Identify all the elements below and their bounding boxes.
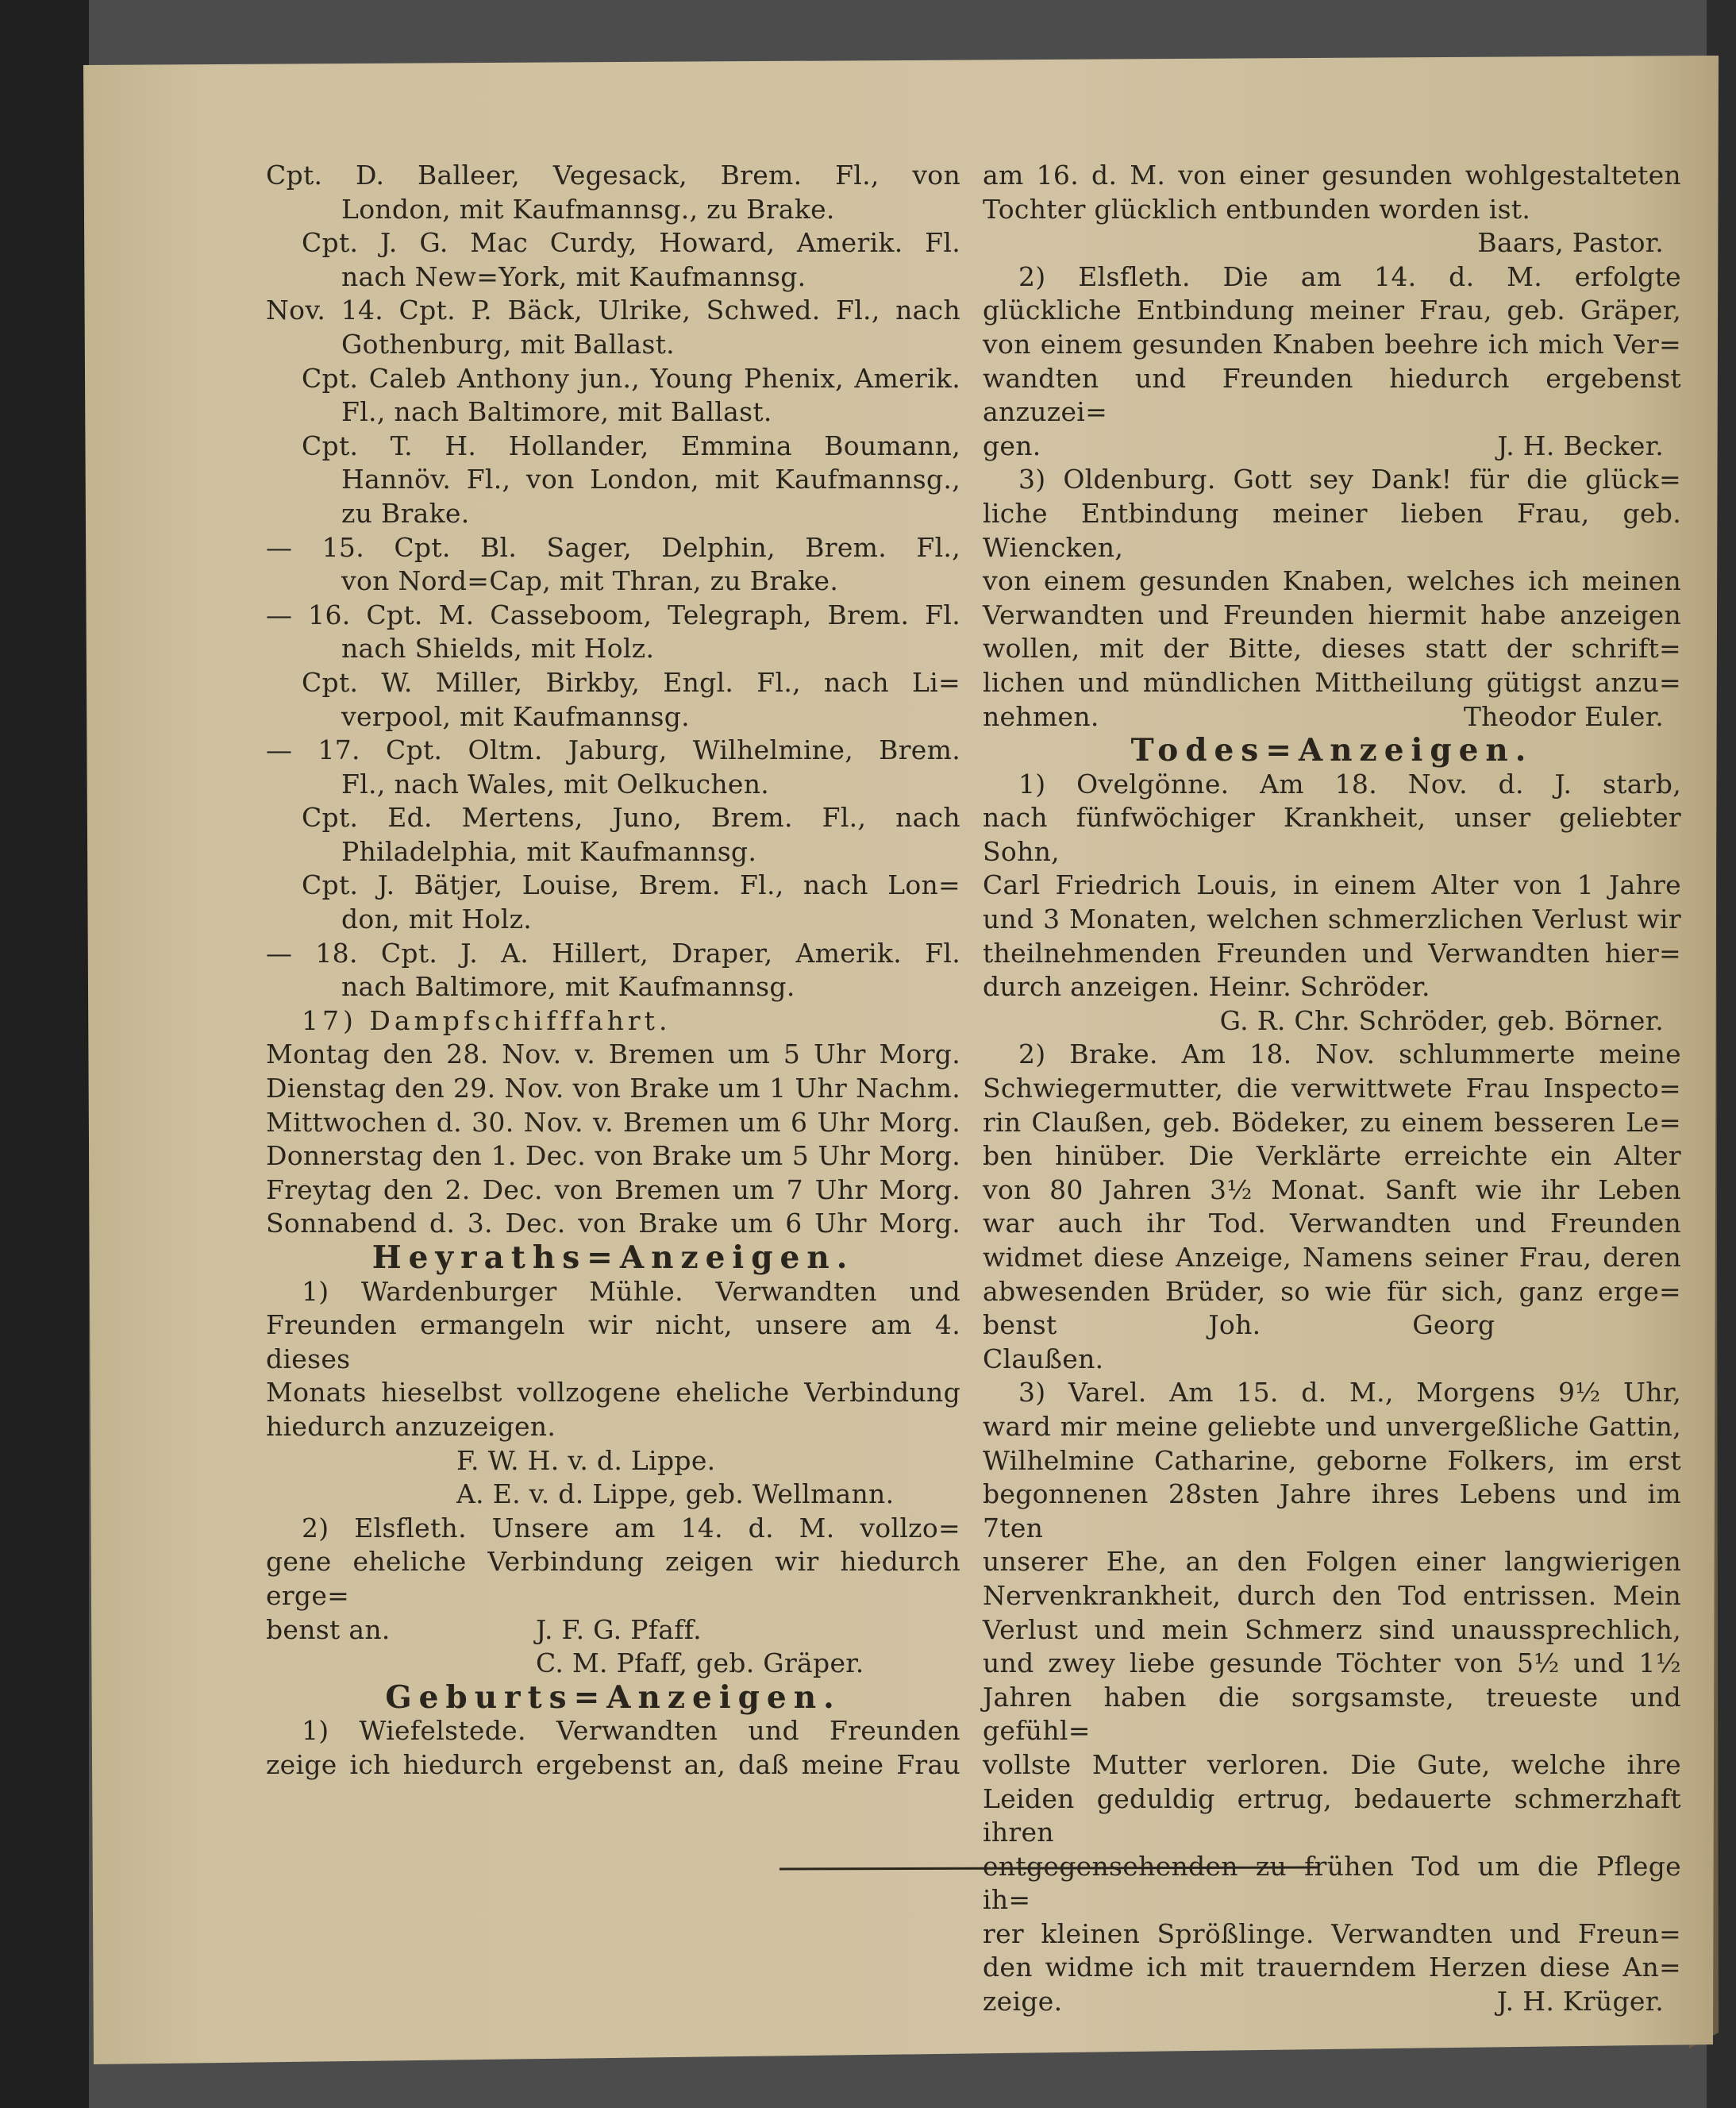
- death-notice-2: [983, 1038, 1681, 1376]
- signature: Theodor Euler.: [1463, 700, 1664, 732]
- text-line: 2) Brake. Am 18. Nov. schlummerte meine: [1018, 1039, 1681, 1070]
- list-item: Philadelphia, mit Kaufmannsg.: [341, 835, 757, 867]
- list-item: verpool, mit Kaufmannsg.: [341, 700, 690, 732]
- text-line: und 3 Monaten, welchen schmerzlichen Verlust wir: [983, 904, 1681, 935]
- list-item: Hannöv. Fl., von London, mit Kaufmannsg.,: [341, 464, 960, 495]
- text-line: 3) Varel. Am 15. d. M., Morgens 9½ Uhr,: [1018, 1377, 1681, 1409]
- text-line: nach fünfwöchiger Krankheit, unser geliebter Sohn,: [983, 802, 1681, 867]
- list-item: Donnerstag den 1. Dec. von Brake um 5 Uhr Morg.: [266, 1140, 960, 1172]
- marriage-notice-1: [266, 1275, 960, 1512]
- text-line: Jahren haben die sorgsamste, treueste und gefühl=: [983, 1681, 1681, 1747]
- list-item: von Nord=Cap, mit Thran, zu Brake.: [341, 565, 839, 597]
- text-line: Tochter glücklich entbunden worden ist.: [983, 193, 1531, 225]
- text-line: zeige.: [983, 1986, 1063, 2017]
- text-line: ward mir meine geliebte und unvergeßliche Gattin,: [983, 1410, 1681, 1442]
- text-line: zeige ich hiedurch ergebenst an, daß meine Frau: [266, 1748, 960, 1780]
- text-line: wandten und Freunden hiedurch ergebenst anzuzei=: [983, 362, 1681, 428]
- birth-notice-3: [983, 463, 1681, 734]
- text-line: begonnenen 28sten Jahre ihres Lebens und im 7ten: [983, 1478, 1681, 1543]
- text-line: benst Joh. Georg Claußen.: [983, 1309, 1495, 1374]
- text-line: durch anzeigen. Heinr. Schröder.: [983, 971, 1430, 1003]
- signature: Baars, Pastor.: [1477, 227, 1664, 259]
- text-line: widmet diese Anzeige, Namens seiner Frau, deren: [983, 1242, 1681, 1273]
- list-item: Mittwochen d. 30. Nov. v. Bremen um 6 Uhr Morg.: [266, 1106, 960, 1138]
- text-line: Wilhelmine Catharine, geborne Folkers, im erst: [983, 1444, 1681, 1476]
- list-item: Cpt. D. Balleer, Vegesack, Brem. Fl., von: [266, 160, 960, 191]
- text-line: Monats hieselbst vollzogene eheliche Verbindung: [266, 1377, 960, 1409]
- text-line: 2) Elsfleth. Unsere am 14. d. M. vollzo=: [302, 1512, 960, 1543]
- text-line: rer kleinen Sprößlinge. Verwandten und Freun=: [983, 1917, 1681, 1949]
- list-item: — 15. Cpt. Bl. Sager, Delphin, Brem. Fl.,: [266, 531, 960, 563]
- text-line: abwesenden Brüder, so wie für sich, ganz erge=: [983, 1275, 1681, 1307]
- text-line: Verlust und mein Schmerz sind unaussprechlich,: [983, 1613, 1681, 1645]
- text-line: von einem gesunden Knaben beehre ich mich Ver=: [983, 328, 1681, 360]
- text-line: Freunden ermangeln wir nicht, unsere am 4. dieses: [266, 1309, 960, 1374]
- text-line: 2) Elsfleth. Die am 14. d. M. erfolgte: [1018, 260, 1681, 292]
- marriage-heading: Heyraths=Anzeigen.: [371, 1239, 855, 1276]
- list-item: nach Shields, mit Holz.: [341, 633, 655, 665]
- text-line: nehmen.: [983, 700, 1099, 732]
- text-line: den widme ich mit trauerndem Herzen diese An=: [983, 1952, 1681, 1983]
- list-item: — 16. Cpt. M. Casseboom, Telegraph, Brem. Fl.: [266, 599, 960, 630]
- text-line: von einem gesunden Knaben, welches ich meinen: [983, 565, 1681, 597]
- list-item: Montag den 28. Nov. v. Bremen um 5 Uhr Morg.: [266, 1039, 960, 1070]
- marriage-notice-2: [266, 1512, 960, 1681]
- text-line: von 80 Jahren 3½ Monat. Sanft wie ihr Leben: [983, 1173, 1681, 1205]
- list-item: Cpt. T. H. Hollander, Emmina Boumann,: [302, 430, 960, 461]
- text-line: 1) Wardenburger Mühle. Verwandten und: [302, 1275, 960, 1307]
- text-line: Leiden geduldig ertrug, bedauerte schmerzhaft ihren: [983, 1782, 1681, 1848]
- right-column: [983, 159, 1681, 2019]
- text-line: entgegensehenden zu frühen Tod um die Pflege ih=: [983, 1850, 1681, 1916]
- text-line: glückliche Entbindung meiner Frau, geb. Gräper,: [983, 295, 1681, 326]
- text-line: Schwiegermutter, die verwittwete Frau Inspecto=: [983, 1073, 1681, 1104]
- text-line: 1) Ovelgönne. Am 18. Nov. d. J. starb,: [1018, 768, 1681, 800]
- list-item: nach New=York, mit Kaufmannsg.: [341, 260, 806, 292]
- signature: J. H. Krüger.: [1496, 1986, 1664, 2017]
- list-item: Sonnabend d. 3. Dec. von Brake um 6 Uhr Morg.: [266, 1208, 960, 1239]
- list-item: don, mit Holz.: [341, 904, 533, 935]
- text-line: ben hinüber. Die Verklärte erreichte ein Alter: [983, 1140, 1681, 1172]
- birth-notice-1: [266, 1714, 960, 1782]
- text-line: 3) Oldenburg. Gott sey Dank! für die glück=: [1018, 464, 1681, 495]
- signature: J. F. G. Pfaff.: [536, 1613, 702, 1645]
- list-item: Dienstag den 29. Nov. von Brake um 1 Uhr Nachm.: [266, 1073, 960, 1104]
- text-line: am 16. d. M. von einer gesunden wohlgestalteten: [983, 160, 1681, 191]
- text-line: liche Entbindung meiner lieben Frau, geb. Wiencken,: [983, 497, 1681, 563]
- list-item: Nov. 14. Cpt. P. Bäck, Ulrike, Schwed. Fl., nach: [266, 295, 960, 326]
- list-item: nach Baltimore, mit Kaufmannsg.: [341, 971, 795, 1003]
- signature: G. R. Chr. Schröder, geb. Börner.: [1219, 1004, 1664, 1036]
- text-line: rin Claußen, geb. Bödeker, zu einem besseren Le=: [983, 1106, 1681, 1138]
- signature: F. W. H. v. d. Lippe.: [456, 1444, 716, 1476]
- list-item: Freytag den 2. Dec. von Bremen um 7 Uhr Morg.: [266, 1173, 960, 1205]
- death-notice-3: [983, 1376, 1681, 2018]
- text-line: unserer Ehe, an den Folgen einer langwierigen: [983, 1546, 1681, 1578]
- text-line: Carl Friedrich Louis, in einem Alter von 1 Jahre: [983, 869, 1681, 901]
- list-item: Cpt. Ed. Mertens, Juno, Brem. Fl., nach: [302, 802, 960, 834]
- text-line: Nervenkrankheit, durch den Tod entrissen. Mein: [983, 1579, 1681, 1611]
- text-line: theilnehmenden Freunden und Verwandten hier=: [983, 937, 1681, 969]
- text-line: hiedurch anzuzeigen.: [266, 1410, 556, 1442]
- steamship-heading: 17) Dampfschifffahrt.: [302, 1004, 672, 1036]
- signature: J. H. Becker.: [1497, 430, 1664, 461]
- list-item: Gothenburg, mit Ballast.: [341, 328, 675, 360]
- list-item: — 18. Cpt. J. A. Hillert, Draper, Amerik. Fl.: [266, 937, 960, 969]
- signature: A. E. v. d. Lippe, geb. Wellmann.: [456, 1478, 895, 1510]
- list-item: London, mit Kaufmannsg., zu Brake.: [341, 193, 835, 225]
- signature: C. M. Pfaff, geb. Gräper.: [536, 1647, 864, 1679]
- steamship-schedule: [266, 1038, 960, 1241]
- text-line: und zwey liebe gesunde Töchter von 5½ und 1½: [983, 1647, 1681, 1679]
- text-line: vollste Mutter verloren. Die Gute, welche ihre: [983, 1748, 1681, 1780]
- shipping-list: [266, 159, 960, 1004]
- list-item: Fl., nach Baltimore, mit Ballast.: [341, 396, 772, 428]
- text-line: 1) Wiefelstede. Verwandten und Freunden: [302, 1715, 960, 1747]
- death-heading: Todes=Anzeigen.: [1130, 732, 1534, 769]
- birth-notice-1-cont: [983, 159, 1681, 260]
- text-line: benst an.: [266, 1613, 391, 1645]
- birth-notice-2: [983, 260, 1681, 464]
- text-line: war auch ihr Tod. Verwandten und Freunden: [983, 1208, 1681, 1239]
- text-line: wollen, mit der Bitte, dieses statt der schrift=: [983, 633, 1681, 665]
- death-notice-1: [983, 768, 1681, 1039]
- list-item: Cpt. W. Miller, Birkby, Engl. Fl., nach Li=: [302, 666, 960, 698]
- birth-heading: Geburts=Anzeigen.: [385, 1678, 841, 1716]
- text-line: gene eheliche Verbindung zeigen wir hiedurch erge=: [266, 1546, 960, 1611]
- list-item: Cpt. J. G. Mac Curdy, Howard, Amerik. Fl.: [302, 227, 960, 259]
- left-column: [266, 159, 960, 1782]
- list-item: Cpt. J. Bätjer, Louise, Brem. Fl., nach Lon=: [302, 869, 960, 901]
- text-line: gen.: [983, 430, 1041, 461]
- list-item: Cpt. Caleb Anthony jun., Young Phenix, Amerik.: [302, 362, 960, 394]
- list-item: — 17. Cpt. Oltm. Jaburg, Wilhelmine, Brem.: [266, 734, 960, 766]
- list-item: zu Brake.: [341, 497, 470, 529]
- list-item: Fl., nach Wales, mit Oelkuchen.: [341, 768, 770, 800]
- text-line: Verwandten und Freunden hiermit habe anzeigen: [983, 599, 1681, 630]
- text-line: lichen und mündlichen Mittheilung gütigst anzu=: [983, 666, 1681, 698]
